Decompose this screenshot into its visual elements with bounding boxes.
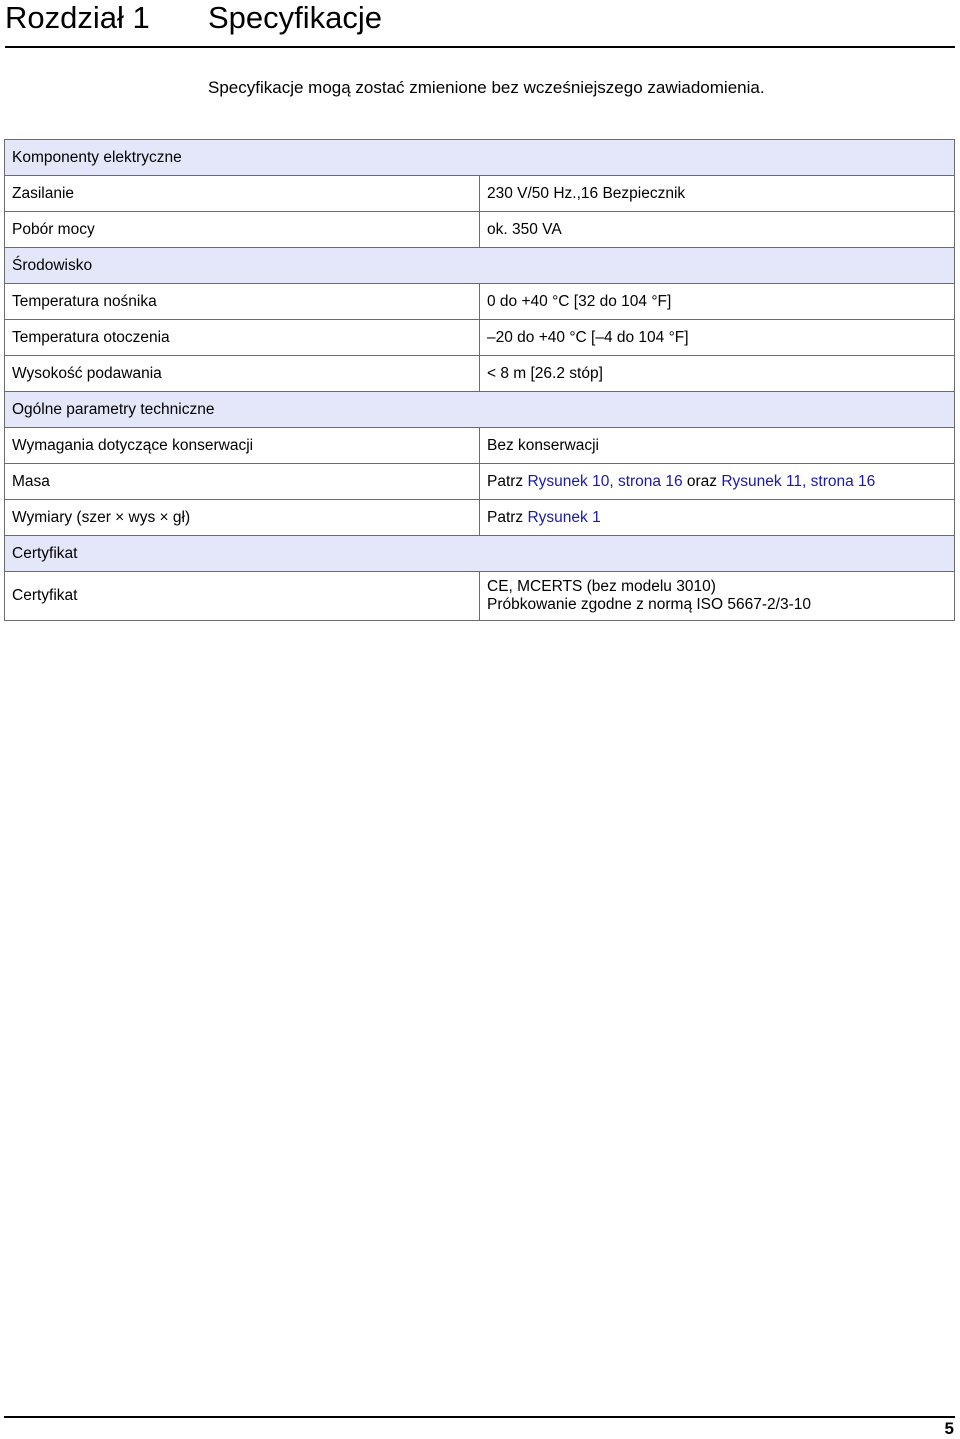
intro-text: Specyfikacje mogą zostać zmienione bez wcześniejszego zawiadomienia.	[208, 78, 765, 97]
row-value: < 8 m [26.2 stóp]	[480, 356, 955, 392]
figure-link[interactable]: Rysunek 1	[527, 508, 601, 526]
row-label: Temperatura nośnika	[5, 284, 480, 320]
value-prefix: Patrz	[487, 472, 528, 490]
table-row	[5, 284, 955, 320]
figure-link[interactable]: Rysunek 10, strona 16	[527, 472, 683, 490]
value-middle: oraz	[682, 472, 722, 490]
value-line: CE, MCERTS (bez modelu 3010)	[487, 578, 716, 595]
row-value: Bez konserwacji	[480, 428, 955, 464]
figure-link[interactable]: Rysunek 11, strona 16	[721, 472, 876, 490]
row-label: Temperatura otoczenia	[5, 320, 480, 356]
table-row	[5, 176, 955, 212]
footer-rule	[4, 1416, 955, 1418]
section-header-row	[5, 392, 955, 428]
table-row	[5, 428, 955, 464]
row-label: Pobór mocy	[5, 212, 480, 248]
specification-table	[4, 139, 955, 621]
section-header-row	[5, 536, 955, 572]
row-label: Certyfikat	[5, 572, 480, 621]
table-row	[5, 320, 955, 356]
section-title: Certyfikat	[5, 536, 955, 572]
row-value: ok. 350 VA	[480, 212, 955, 248]
row-value: 0 do +40 °C [32 do 104 °F]	[480, 284, 955, 320]
row-label: Zasilanie	[5, 176, 480, 212]
value-line: Próbkowanie zgodne z normą ISO 5667-2/3-10	[487, 596, 811, 613]
value-prefix: Patrz	[487, 508, 528, 526]
row-label: Wysokość podawania	[5, 356, 480, 392]
row-label: Wymagania dotyczące konserwacji	[5, 428, 480, 464]
section-title: Środowisko	[5, 248, 955, 284]
row-value	[480, 464, 955, 500]
table-row	[5, 356, 955, 392]
row-value	[480, 572, 955, 621]
chapter-number: Rozdział 1	[5, 0, 150, 35]
table-row	[5, 500, 955, 536]
row-value	[480, 500, 955, 536]
section-title: Ogólne parametry techniczne	[5, 392, 955, 428]
chapter-header	[5, 0, 955, 48]
table-row	[5, 572, 955, 621]
section-header-row	[5, 248, 955, 284]
table-row	[5, 212, 955, 248]
chapter-title: Specyfikacje	[208, 0, 383, 35]
row-value: –20 do +40 °C [–4 do 104 °F]	[480, 320, 955, 356]
row-label: Masa	[5, 464, 480, 500]
table-row	[5, 464, 955, 500]
page-number: 5	[944, 1419, 954, 1438]
section-title: Komponenty elektryczne	[5, 140, 955, 176]
row-value: 230 V/50 Hz.,16 Bezpiecznik	[480, 176, 955, 212]
section-header-row	[5, 140, 955, 176]
row-label: Wymiary (szer × wys × gł)	[5, 500, 480, 536]
